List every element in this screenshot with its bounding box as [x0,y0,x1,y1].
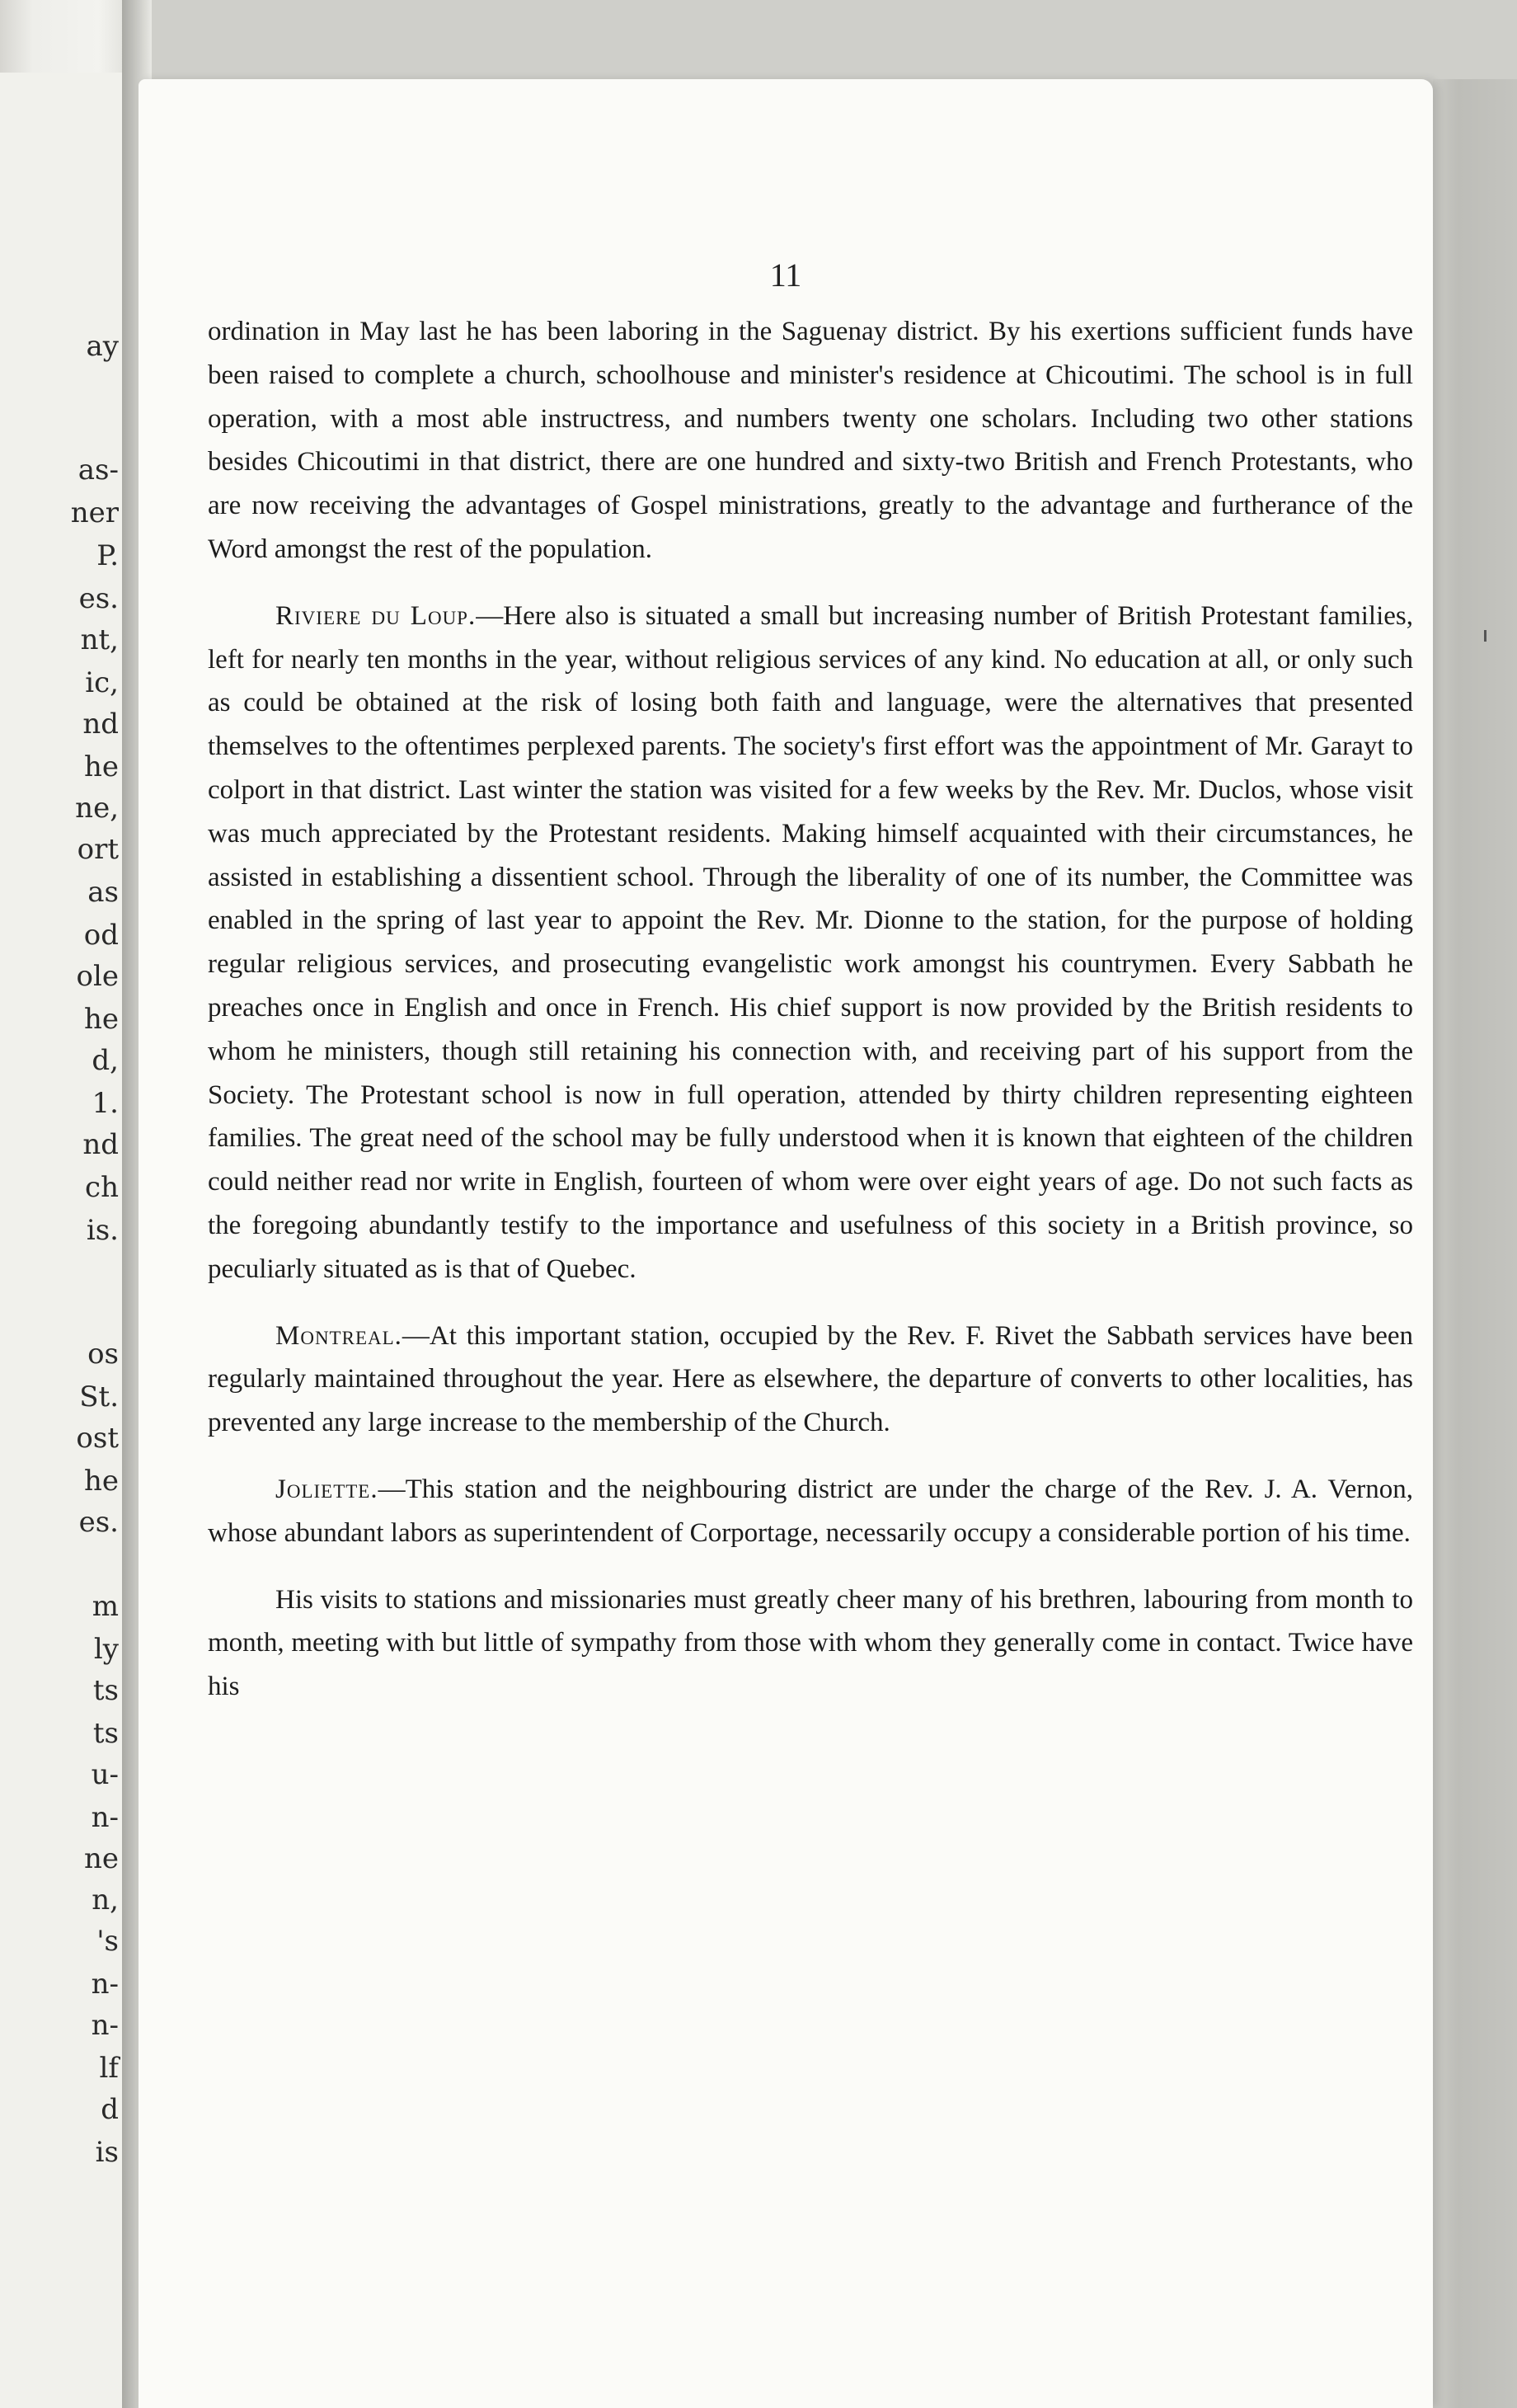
previous-page-fragment: d [101,2093,119,2126]
page-body [208,310,1413,1732]
previous-page-fragment: he [83,1003,119,1036]
previous-page-fragment: n, [92,1884,119,1917]
previous-page-fragment: d, [92,1044,119,1077]
previous-page-fragment: he [83,1465,119,1498]
previous-page-fragment: n- [91,1801,119,1834]
section-heading: Riviere du Loup. [275,600,477,631]
previous-page-fragment: he [83,750,119,783]
previous-page-fragment: nd [82,708,119,741]
paragraph-saguenay [208,310,1413,571]
page-edge-background [1433,79,1517,2408]
paragraph-visits [208,1578,1413,1709]
previous-page-fragment: es. [78,1506,119,1539]
previous-page-fragment: ne [83,1842,119,1875]
previous-page-fragment: ne, [75,792,119,825]
previous-page-fragment: ay [86,330,119,363]
paragraph-text: ordination in May last he has been laboring in the Saguenay district. By his exertions sufficient funds have been raised to complete a church, schoolhouse and minister's residence at Chicoutimi. The school is in full operation, with a most able instructress, and numbers twenty one scholars. Including two other stations besides Chicoutimi in that district, there are one hundred and sixty-two British and French Protestants, who are now receiving the advantages of Gospel ministrations, greatly to the advantage and furtherance of the Word amongst the rest of the population. [208,317,1413,564]
previous-page-fragment: as- [77,454,119,487]
paragraph-riviere-du-loup [208,595,1413,1291]
previous-page-fragment: as [87,876,119,909]
previous-page-fragment: n- [91,2009,119,2042]
previous-page-fragment: ole [76,960,119,993]
section-heading: Montreal. [275,1320,402,1351]
page-number: 11 [769,256,802,294]
paragraph-text: His visits to stations and missionaries must greatly cheer many of his brethren, labouring from month to month, meeting with but little of sympathy from those with whom they generally come in contact. Twice have his [208,1584,1413,1702]
previous-page-fragment: ost [76,1422,119,1455]
previous-page-fragment: St. [79,1380,119,1413]
previous-page-fragment: ort [77,833,119,866]
previous-page-fragment: 1. [92,1087,119,1120]
paragraph-text: —Here also is situated a small but increasing number of British Protestant families, left for nearly ten months in the year, without religious services of any kind. No education at all, or only such as could be obtained at the risk of losing both faith and language, were the alternatives that presented themselves to the oftentimes perplexed parents. The society's first effort was the appointment of Mr. Garayt to colport in that district. Last winter the station was visited for a few weeks by the Rev. Mr. Duclos, whose visit was much appreciated by the Protestant residents. Making himself acquainted with their circumstances, he assisted in establishing a dissentient school. Through the liberality of one of its number, the Committee was enabled in the spring of last year to appoint the Rev. Mr. Dionne to the station, for the purpose of holding regular religious services, and prosecuting evangelistic work amongst his countrymen. Every Sabbath he preaches once in English and once in French. His chief support is now provided by the British residents to whom he ministers, though still retaining his connection with, and receiving part of his support from the Society. The Protestant school is now in full operation, attended by thirty children representing eighteen families. The great need of the school may be fully understood when it is known that eighteen of the children could neither read nor write in English, fourteen of whom were over eight years of age. Do not such facts as the foregoing abundantly testify to the importance and usefulness of this society in a British province, so peculiarly situated as is that of Quebec. [208,600,1413,1284]
paragraph-text: —At this important station, occupied by the Rev. F. Rivet the Sabbath services have been regularly maintained throughout the year. Here as elsewhere, the departure of converts to other localities, has prevented any large increase to the membership of the Church. [208,1320,1413,1438]
previous-page-fragment: is. [86,1214,119,1247]
previous-page-fragment: nt, [80,623,119,656]
previous-page-fragment: m [92,1590,119,1623]
previous-page-fragment: ly [93,1633,119,1666]
previous-page-fragment: ch [85,1171,119,1204]
previous-page-fragment: ner [70,496,119,529]
paragraph-montreal [208,1315,1413,1445]
previous-page-fragment: od [83,919,119,952]
margin-mark [1484,630,1486,642]
section-heading: Joliette. [275,1474,378,1504]
previous-page-fragment: P. [96,539,119,572]
previous-page-fragment: nd [82,1128,119,1161]
previous-page-fragment: os [87,1338,119,1371]
previous-page-fragment: es. [78,582,119,615]
previous-page-fragment: lf [99,2052,119,2085]
previous-page-fragment: ic, [85,666,119,699]
previous-page-fragment: ts [92,1674,119,1707]
previous-page-fragment: is [95,2136,119,2169]
previous-page-fragment: ts [92,1717,119,1750]
paragraph-text: —This station and the neighbouring district are under the charge of the Rev. J. A. Vernon, whose abundant labors as superintendent of Corportage, necessarily occupy a considerable portion of his time. [208,1474,1413,1548]
previous-page-fragment: u- [91,1758,119,1791]
previous-page-fragment: 's [96,1925,119,1958]
previous-page-fragment: n- [91,1968,119,2001]
previous-page-edge [0,73,122,2408]
paragraph-joliette [208,1468,1413,1555]
book-page [139,79,1433,2408]
